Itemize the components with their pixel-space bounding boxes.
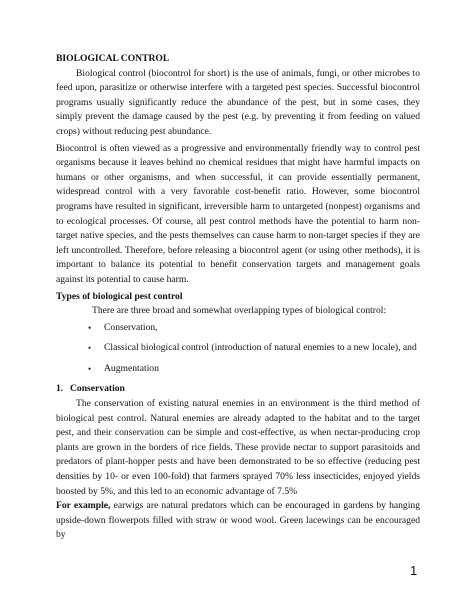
example-lead: For example, xyxy=(56,500,111,512)
bullet-icon: • xyxy=(88,343,92,354)
document-title: BIOLOGICAL CONTROL xyxy=(56,53,170,64)
list-item-label: Conservation, xyxy=(104,321,158,333)
types-list xyxy=(56,321,420,377)
biocontrol-view-paragraph: Biocontrol is often viewed as a progressive and environmentally friendly way to control pest organisms because it leaves behind no chemical residues that might have harmful impacts on humans or other organisms, and when successful, it can provide essentially permanent, widespread control with a very favorable cost-benefit ratio. However, some biocontrol programs have resulted in significant, irreversible harm to untargeted (nonpest) organisms and to ecological processes. Of course, all pest control methods have the potential to harm non-target native species, and the pests themselves can cause harm to non-target species if they are left uncontrolled. Therefore, before releasing a biocontrol agent (or using other methods), it is important to balance its potential to benefit conservation targets and management goals against its potential to cause harm. xyxy=(56,142,420,285)
list-item-label: Augmentation xyxy=(104,362,159,374)
page-number: 1 xyxy=(410,563,418,578)
example-paragraph xyxy=(56,499,420,543)
section-heading xyxy=(56,382,420,397)
bullet-icon: • xyxy=(88,322,92,333)
intro-paragraph: Biological control (biocontrol for short) is the use of animals, fungi, or other microbes to feed upon, parasitize or otherwise interfere with a targeted pest species. Successful biocontrol programs usually significantly reduce the abundance of the pest, but in some cases, they simply prevent the damage caused by the pest (e.g. by preventing it from feeding on valued crops) without reducing pest abundance. xyxy=(56,67,420,137)
types-heading: Types of biological pest control xyxy=(56,290,183,302)
section-number: 1. xyxy=(56,383,64,395)
list-item xyxy=(88,321,420,336)
types-intro: There are three broad and somewhat overlapping types of biological control: xyxy=(92,305,387,317)
conservation-paragraph: The conservation of existing natural enemies in an environment is the third method of biological pest control. Natural enemies are already adapted to the habitat and to the target pest, and their conservation can be simple and cost-effective, as when nectar-producing crop plants are grown in the borders of rice fields. These provide nectar to support parasitoids and predators of plant-hopper pests and have been demonstrated to be so effective (reducing pest densities by 10- or even 100-fold) that farmers sprayed 70% less insecticides, enjoyed yields boosted by 5%, and this led to an economic advantage of 7.5% xyxy=(56,398,420,497)
list-item xyxy=(88,362,420,377)
example-text: earwigs are natural predators which can be encouraged in gardens by hanging upside-down flowerpots filled with straw or wood wool. Green lacewings can be encouraged by xyxy=(56,500,420,541)
list-item xyxy=(88,341,420,356)
bullet-icon: • xyxy=(88,363,92,374)
list-item-label: Classical biological control (introduction of natural enemies to a new locale), and xyxy=(104,342,417,354)
section-title: Conservation xyxy=(70,383,125,395)
document-body xyxy=(56,52,420,543)
